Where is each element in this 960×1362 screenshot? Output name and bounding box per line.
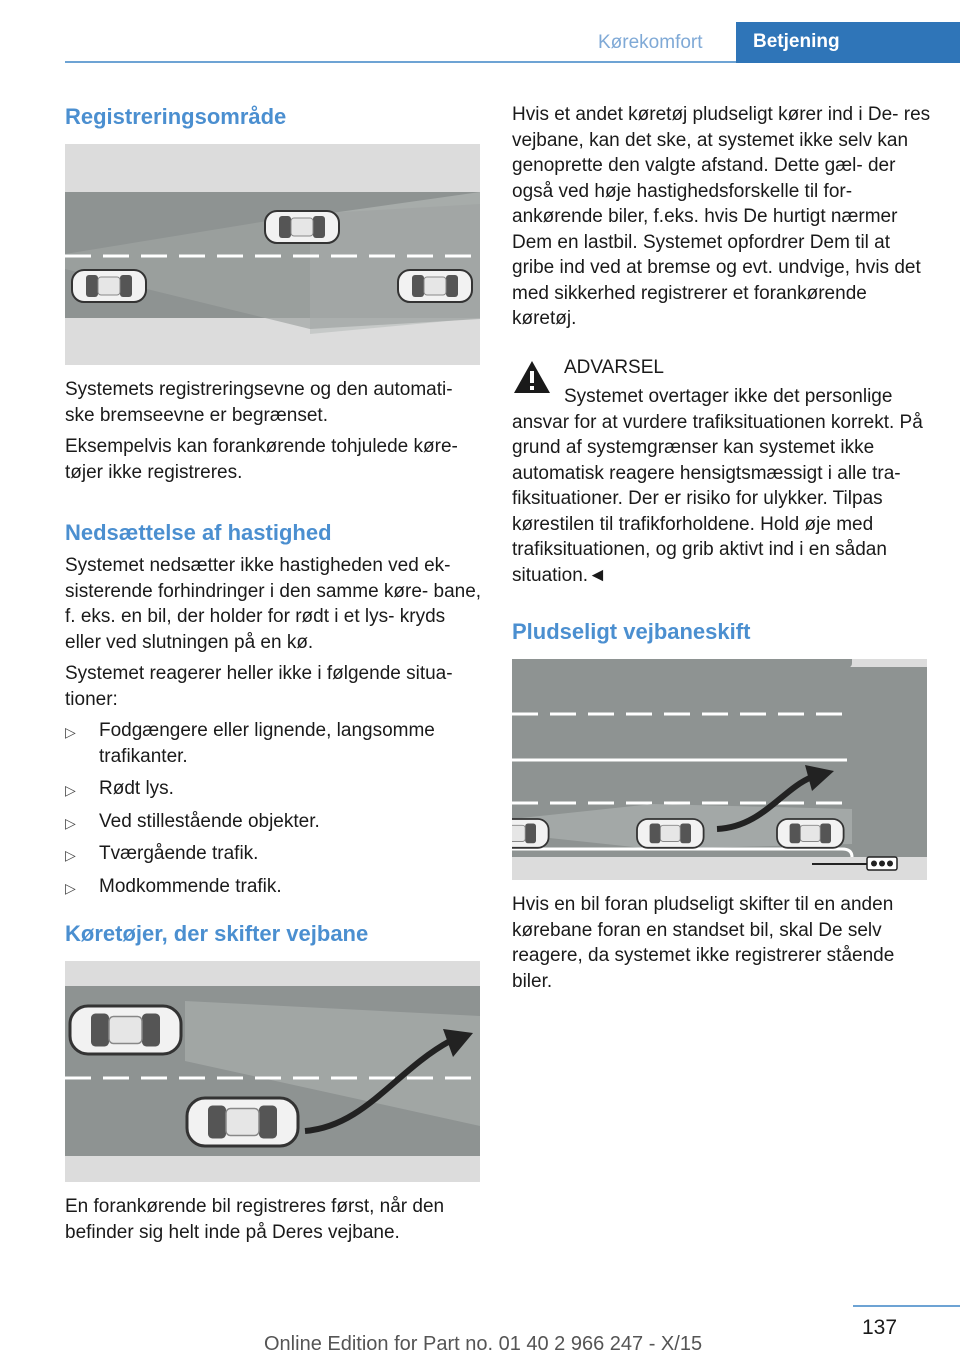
bullet-triangle-icon: ▷	[65, 847, 76, 863]
heading-nedsaettelse: Nedsættelse af hastighed	[65, 520, 332, 545]
paragraph-cut-in: Hvis et andet køretøj pludseligt kører ind i De- res vejbane, kan det ske, at systemet ikke selv kan genoprette den valgte afstand. Dette gæl- der også ved høje hastighedsforskelle til for- ankørende biler, f.eks. hvis De hurtigt nærmer Dem en lastbil. Systemet opfordrer Dem til at gribe ind ved at bremse og evt. undvige, hvis det med sikkerhed registrerer et forankørende køretøj.	[512, 104, 931, 329]
paragraph-situations: Systemet reagerer heller ikke i følgende situa- tioner:	[65, 663, 453, 710]
heading-lane-change: Køretøjer, der skifter vejbane	[65, 921, 369, 946]
heading-registreringsomrade: Registreringsområde	[65, 104, 287, 129]
paragraph-obstacles: Systemet nedsætter ikke hastigheden ved ek- sisterende forhindringer i den samme køre- bane, f. eks. en bil, der holder for rødt i et lys- kryds eller ved slutningen på en kø.	[65, 555, 482, 653]
footer-rule	[853, 1305, 960, 1307]
paragraph-detected: En forankørende bil registreres først, når den befinder sig helt inde på Deres vejbane.	[65, 1196, 445, 1243]
footer-edition: Online Edition for Part no. 01 40 2 966 247 - X/15	[264, 1333, 703, 1355]
figure-lane-change	[65, 961, 480, 1182]
list-item: ▷ Ved stillestående objekter.	[65, 809, 485, 835]
heading-sudden-lane-change: Pludseligt vejbaneskift	[512, 619, 751, 644]
tab-betjening[interactable]: Betjening	[736, 22, 960, 63]
paragraph-two-wheelers: Eksempelvis kan forankørende tohjulede køre- tøjer ikke registreres.	[65, 436, 458, 483]
situation-list	[65, 718, 485, 906]
list-item: ▷ Fodgængere eller lignende, langsomme trafikanter.	[65, 720, 435, 767]
figure-sudden-lane-change	[512, 659, 927, 880]
figure-detection-area	[65, 144, 480, 365]
warning-title: ADVARSEL	[564, 357, 664, 378]
list-item: ▷ Tværgående trafik.	[65, 841, 485, 867]
paragraph-range-limit: Systemets registreringsevne og den automati- ske bremseevne er begrænset.	[65, 379, 453, 426]
list-item: ▷ Rødt lys.	[65, 776, 485, 802]
warning-text: Systemet overtager ikke det personlige ansvar for at vurdere trafiksituationen korrekt. På grund af systemgrænser kan systemet ikke automatisk reagere hensigtsmæssigt i alle tra- fiksituationer. Der er risiko for ulykker. Tilpas kørestilen til trafikforholdene. Hold øje med trafiksituationen, og grib aktivt ind i en sådan situation.◄	[512, 386, 923, 586]
paragraph-stationary-cars: Hvis en bil foran pludseligt skifter til en anden kørebane foran en standset bil, skal De selv reagere, da systemet ikke registrerer stående biler.	[512, 894, 895, 992]
tab-korekomfort[interactable]: Kørekomfort	[598, 32, 703, 53]
page-number: 137	[862, 1316, 898, 1339]
bullet-triangle-icon: ▷	[65, 879, 76, 896]
bullet-triangle-icon: ▷	[65, 814, 76, 831]
bullet-triangle-icon: ▷	[65, 724, 76, 740]
list-item: ▷ Modkommende trafik.	[65, 874, 485, 900]
bullet-triangle-icon: ▷	[65, 782, 76, 798]
